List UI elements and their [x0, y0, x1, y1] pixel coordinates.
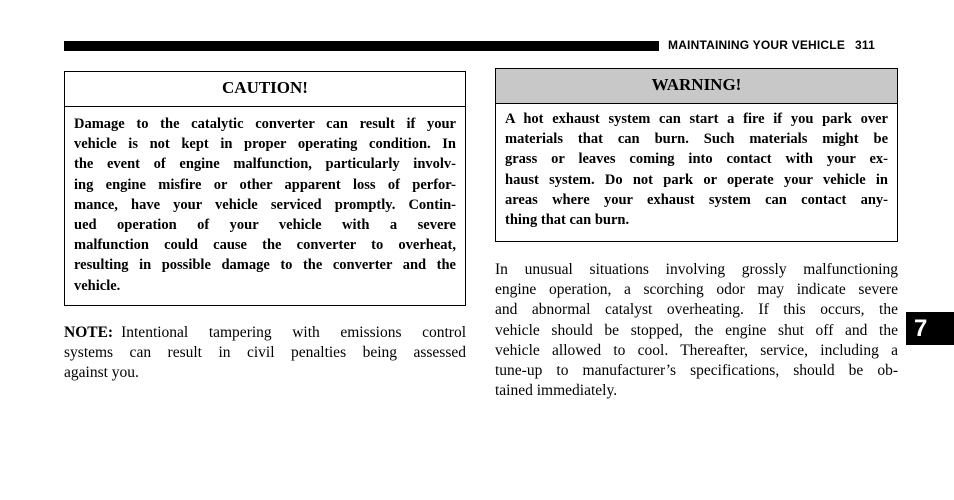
chapter-tab: 7	[906, 312, 954, 345]
warning-line: grass or leaves coming into contact with your ex-	[505, 151, 888, 168]
paragraph-line: and abnormal catalyst overheating. If this occurs, the	[495, 301, 898, 319]
note-text: Intentional tampering with emissions control	[121, 324, 466, 341]
warning-line: materials that can burn. Such materials might be	[505, 131, 888, 148]
warning-line: haust system. Do not park or operate your vehicle in	[505, 171, 888, 188]
note-line	[64, 323, 466, 343]
paragraph-line: engine operation, a scorching odor may indicate severe	[495, 281, 898, 299]
warning-title: WARNING!	[496, 69, 897, 104]
paragraph-line: tained immediately.	[495, 382, 618, 400]
note-paragraph	[64, 323, 466, 384]
caution-line: the event of engine malfunction, particularly involv-	[74, 156, 456, 173]
note-line: systems can result in civil penalties being assessed	[64, 344, 466, 362]
caution-line: vehicle is not kept in proper operating condition. In	[74, 136, 456, 153]
paragraph-line: vehicle allowed to cool. Thereafter, service, including a	[495, 341, 898, 359]
catalyst-overheating-paragraph	[495, 260, 898, 401]
caution-text	[65, 107, 465, 296]
caution-title: CAUTION!	[65, 72, 465, 107]
header-rule	[64, 41, 659, 51]
note-label: NOTE:	[64, 324, 114, 341]
caution-line: vehicle.	[74, 277, 121, 294]
caution-line: mance, have your vehicle serviced promptly. Contin-	[74, 196, 456, 213]
caution-line: ing engine misfire or other apparent loss of perfor-	[74, 176, 456, 193]
page-number: 311	[855, 38, 875, 52]
warning-line: thing that can burn.	[505, 212, 630, 229]
caution-line: resulting in possible damage to the converter and the	[74, 257, 456, 274]
section-title: MAINTAINING YOUR VEHICLE	[668, 38, 846, 52]
caution-line: Damage to the catalytic converter can result if your	[74, 116, 456, 132]
running-header	[668, 38, 875, 52]
warning-line: areas where your exhaust system can contact any-	[505, 191, 888, 208]
warning-box	[495, 68, 898, 242]
caution-line: ued operation of your vehicle with a severe	[74, 217, 456, 234]
caution-line: malfunction could cause the converter to overheat,	[74, 237, 456, 254]
warning-text	[496, 104, 897, 230]
paragraph-line: In unusual situations involving grossly malfunctioning	[495, 261, 898, 278]
paragraph-line: vehicle should be stopped, the engine shut off and the	[495, 321, 898, 339]
warning-line: A hot exhaust system can start a fire if you park over	[505, 111, 888, 127]
paragraph-line: tune-up to manufacturer’s specifications, should be ob-	[495, 362, 898, 380]
caution-box	[64, 71, 466, 306]
note-line: against you.	[64, 364, 139, 382]
